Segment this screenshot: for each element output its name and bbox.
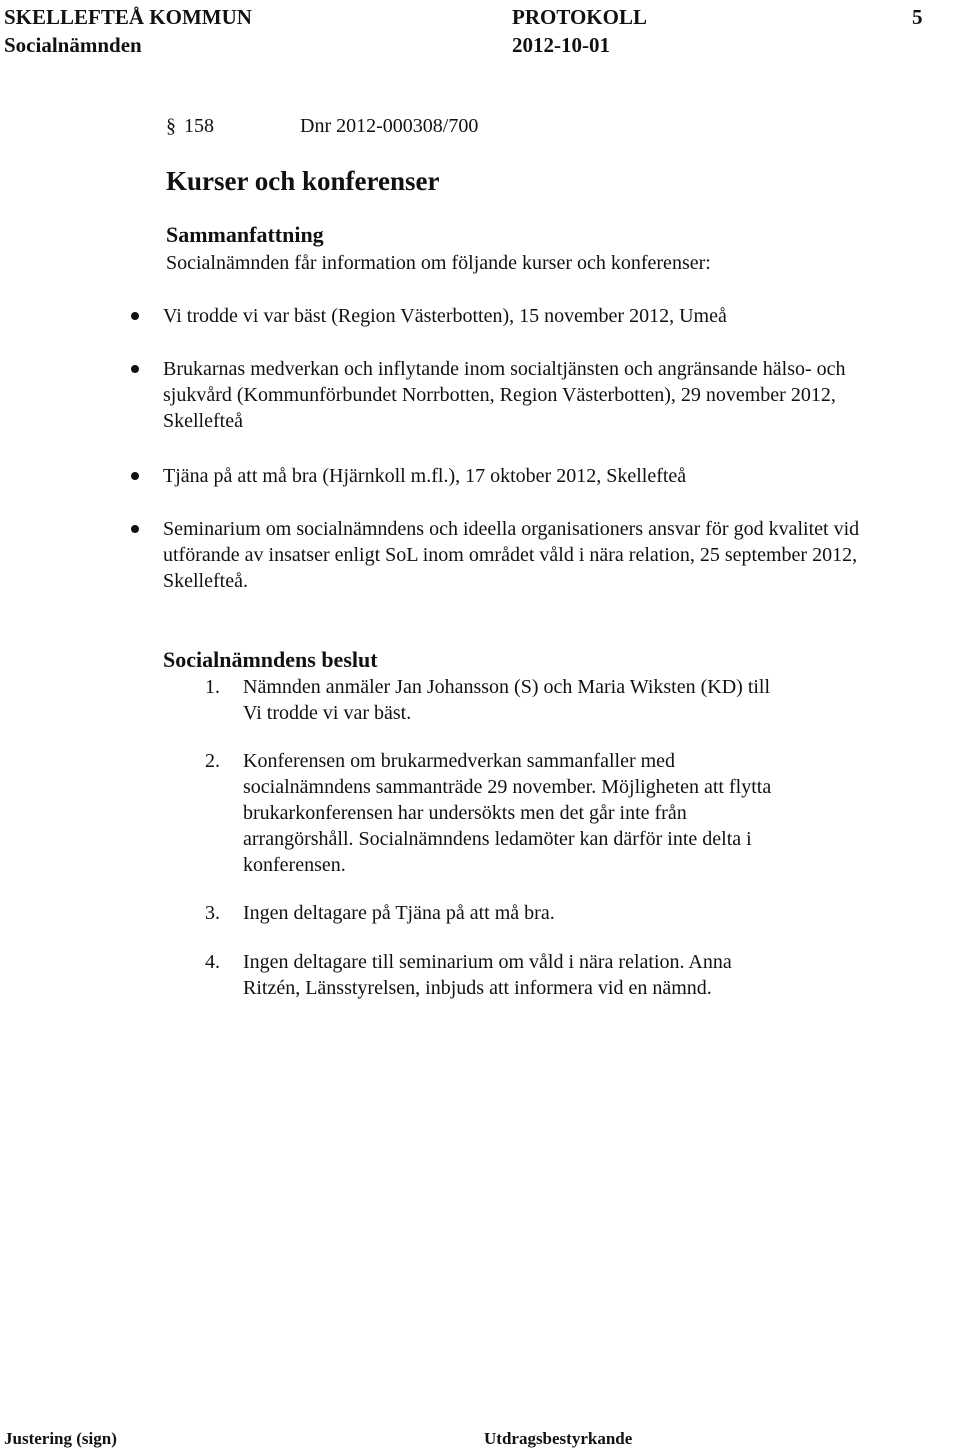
summary-item-4-line-1: Seminarium om socialnämndens och ideella organisationers ansvar för god kvalitet vid bbox=[163, 518, 860, 540]
decision-item-4-line-2: Ritzén, Länsstyrelsen, inbjuds att informera vid en nämnd. bbox=[243, 977, 712, 999]
case-dnr: Dnr 2012-000308/700 bbox=[300, 115, 479, 137]
committee-name: Socialnämnden bbox=[4, 33, 142, 57]
decision-item-2-line-2: socialnämndens sammanträde 29 november. Möjligheten att flytta bbox=[243, 776, 772, 798]
decision-item-2-line-3: brukarkonferensen har undersökts men det går inte från bbox=[243, 802, 687, 824]
bullet-icon bbox=[131, 365, 139, 373]
summary-item-2-line-1: Brukarnas medverkan och inflytande inom socialtjänsten och angränsande hälso- och bbox=[163, 358, 846, 380]
summary-item-4-line-3: Skellefteå. bbox=[163, 570, 248, 592]
bullet-icon bbox=[131, 525, 139, 533]
case-title: Kurser och konferenser bbox=[166, 166, 440, 196]
bullet-icon bbox=[131, 312, 139, 320]
decision-item-2-number: 2. bbox=[205, 750, 220, 772]
decision-item-2-line-1: Konferensen om brukarmedverkan sammanfaller med bbox=[243, 750, 676, 772]
decision-heading: Socialnämndens beslut bbox=[163, 647, 378, 672]
org-name: SKELLEFTEÅ KOMMUN bbox=[4, 5, 252, 29]
summary-item-1-line-1: Vi trodde vi var bäst (Region Västerbotten), 15 november 2012, Umeå bbox=[163, 305, 727, 327]
summary-item-4-line-2: utförande av insatser enligt SoL inom området våld i nära relation, 25 september 2012, bbox=[163, 544, 858, 566]
decision-item-2-line-5: konferensen. bbox=[243, 854, 346, 876]
footer-utdragsbestyrkande: Utdragsbestyrkande bbox=[484, 1429, 633, 1448]
case-paragraph-symbol: § bbox=[166, 115, 176, 137]
doc-type: PROTOKOLL bbox=[512, 5, 647, 29]
decision-item-1-line-2: Vi trodde vi var bäst. bbox=[243, 702, 412, 724]
summary-item-2-line-2: sjukvård (Kommunförbundet Norrbotten, Region Västerbotten), 29 november 2012, bbox=[163, 384, 836, 406]
decision-item-4-line-1: Ingen deltagare till seminarium om våld i nära relation. Anna bbox=[243, 951, 732, 973]
decision-item-2-line-4: arrangörshåll. Socialnämndens ledamöter kan därför inte delta i bbox=[243, 828, 752, 850]
decision-item-3-number: 3. bbox=[205, 902, 220, 924]
summary-item-3-line-1: Tjäna på att må bra (Hjärnkoll m.fl.), 17 oktober 2012, Skellefteå bbox=[163, 465, 687, 487]
case-number: 158 bbox=[184, 115, 214, 137]
page-number: 5 bbox=[912, 5, 923, 29]
footer-justering: Justering (sign) bbox=[4, 1429, 117, 1448]
summary-heading: Sammanfattning bbox=[166, 222, 324, 247]
decision-item-1-number: 1. bbox=[205, 676, 220, 698]
summary-intro: Socialnämnden får information om följande kurser och konferenser: bbox=[166, 252, 711, 274]
decision-item-1-line-1: Nämnden anmäler Jan Johansson (S) och Maria Wiksten (KD) till bbox=[243, 676, 771, 698]
bullet-icon bbox=[131, 472, 139, 480]
decision-item-3-line-1: Ingen deltagare på Tjäna på att må bra. bbox=[243, 902, 555, 924]
decision-item-4-number: 4. bbox=[205, 951, 220, 973]
meeting-date: 2012-10-01 bbox=[512, 33, 610, 57]
summary-item-2-line-3: Skellefteå bbox=[163, 410, 243, 432]
